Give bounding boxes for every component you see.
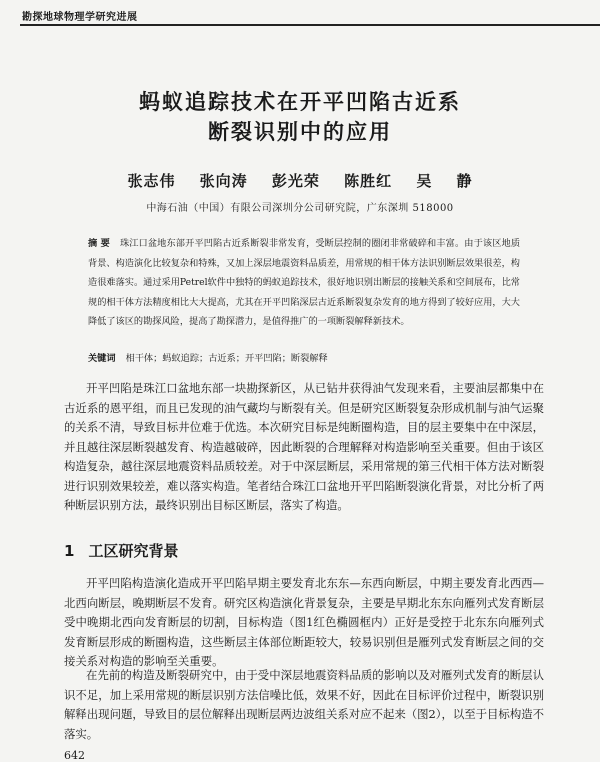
section-heading xyxy=(64,540,178,561)
paper-title-line-2: 断裂识别中的应用 xyxy=(208,120,392,144)
section-number: 1 xyxy=(64,542,75,560)
affiliation: 中海石油（中国）有限公司深圳分公司研究院，广东深圳 518000 xyxy=(146,203,454,214)
section-paragraph-2: 在先前的构造及断裂研究中，由于受中深层地震资料品质的影响以及对雁列式发育的断层认识不足，加上采用常规的断层识别方法信噪比低，效果不好，因此在目标评价过程中，断裂识别解释出现问题，导致目的层位解释出现断层两边波组关系对应不起来（图2），以至于目标构造不落实。 xyxy=(64,668,544,741)
intro-paragraph: 开平凹陷是珠江口盆地东部一块勘探新区，从已钻井获得油气发现来看，主要油层都集中在古近系的恩平组，而且已发现的油气藏均与断裂有关。但是研究区断裂复杂形成机制与油气运聚的关系不清，导致目标井位难于优选。本次研究目标是纯断圈构造，目的层主要集中在中深层，并且越往深层断裂越发育、构造越破碎，因此断裂的合理解释对构造影响至关重要。但由于该区构造复杂，越往深层地震资料品质较差。对于中深层断层，采用常规的第三代相干体方法对断裂进行识别效果较差，难以落实构造。笔者结合珠江口盆地开平凹陷断裂演化背景，对比分析了两种断层识别方法，最终识别出目标区断层，落实了构造。 xyxy=(64,381,544,512)
keywords-text: 相干体；蚂蚁追踪；古近系；开平凹陷；断裂解释 xyxy=(125,353,328,364)
section-title: 工区研究背景 xyxy=(88,542,179,560)
keywords xyxy=(88,349,520,368)
section-paragraph-1: 开平凹陷构造演化造成开平凹陷早期主要发育北东东—东西向断层，中期主要发育北西西—北西向断层，晚期断层不发育。研究区构造演化背景复杂，主要是早期北东东向雁列式发育断层受中晚期北西向发育断层的切割，目标构造（图1红色椭圆框内）正好是受控于北东东向雁列式发育断层形成的断圈构造，这些断层主体部位断距较大，较易识别但是雁列式发育断层之间的交接关系对构造的影响至关重要。 xyxy=(64,576,544,668)
page-number: 642 xyxy=(64,749,85,762)
keywords-label: 关键词 xyxy=(88,353,116,364)
authors: 张志伟 张向涛 彭光荣 陈胜红 吴 静 xyxy=(127,172,473,190)
abstract xyxy=(88,234,520,332)
abstract-label: 摘 要 xyxy=(88,238,110,249)
header-rule xyxy=(20,24,600,26)
paper-title-line-1: 蚂蚁追踪技术在开平凹陷古近系 xyxy=(139,90,461,114)
abstract-text: 珠江口盆地东部开平凹陷古近系断裂非常发育，受断层控制的圈闭非常破碎和丰富。由于该区地质背景、构造演化比较复杂和特殊，又加上深层地震资料品质差，用常规的相干体方法识别断层效果很差，构造很难落实。通过采用Petrel软件中独特的蚂蚁追踪技术，很好地识别出断层的接触关系和空间展布，比常规的相干体方法精度相比大大提高，尤其在开平凹陷深层古近系断裂复杂发育的地方得到了较好应用，大大降低了该区的勘探风险，提高了勘探潜力，是值得推广的一项断裂解释新技术。 xyxy=(88,238,521,327)
running-header: 勘探地球物理学研究进展 xyxy=(22,12,138,23)
